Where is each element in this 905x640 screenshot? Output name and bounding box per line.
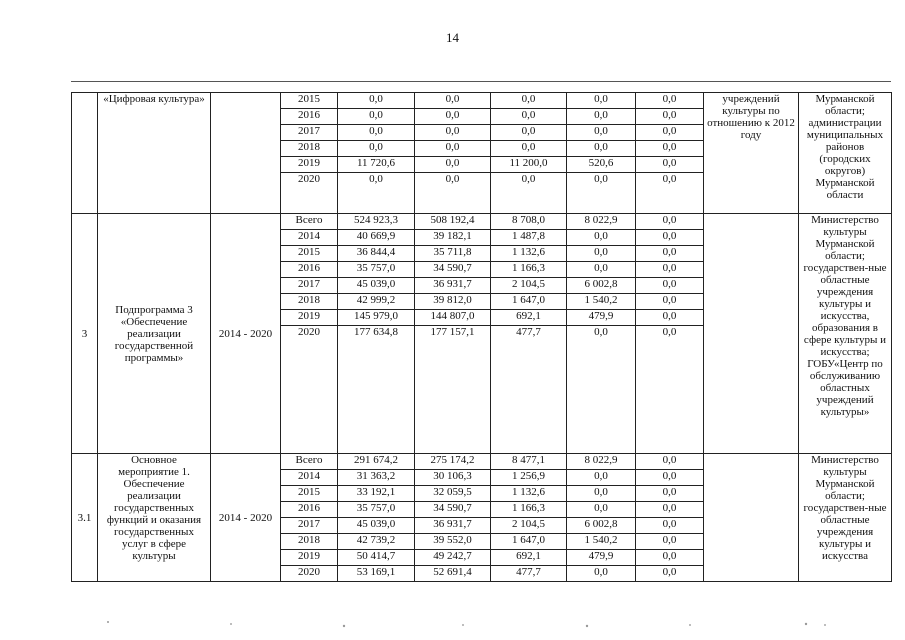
federal-cell: 8 477,1 <box>491 454 567 470</box>
regional-cell: 39 552,0 <box>415 534 491 550</box>
local-cell: 0,0 <box>567 246 636 262</box>
regional-cell: 35 711,8 <box>415 246 491 262</box>
executors-cell: Министерство культуры Мурманской области; государствен-ные областные учреждения культуры и искусства <box>799 454 892 582</box>
other-cell: 0,0 <box>636 278 704 294</box>
other-cell: 0,0 <box>636 326 704 454</box>
regional-cell: 0,0 <box>415 93 491 109</box>
total-cell: 35 757,0 <box>338 262 415 278</box>
table-row <box>72 214 892 230</box>
regional-cell: 30 106,3 <box>415 470 491 486</box>
other-cell: 0,0 <box>636 454 704 470</box>
year-cell: 2017 <box>281 518 338 534</box>
federal-cell: 0,0 <box>491 125 567 141</box>
regional-cell: 34 590,7 <box>415 502 491 518</box>
federal-cell: 2 104,5 <box>491 278 567 294</box>
total-cell: 45 039,0 <box>338 518 415 534</box>
regional-cell: 0,0 <box>415 157 491 173</box>
federal-cell: 1 132,6 <box>491 486 567 502</box>
other-cell: 0,0 <box>636 534 704 550</box>
local-cell: 0,0 <box>567 109 636 125</box>
page-number: 14 <box>446 30 459 45</box>
federal-cell: 1 487,8 <box>491 230 567 246</box>
regional-cell: 39 812,0 <box>415 294 491 310</box>
year-cell: 2016 <box>281 262 338 278</box>
regional-cell: 34 590,7 <box>415 262 491 278</box>
regional-cell: 0,0 <box>415 109 491 125</box>
total-cell: 31 363,2 <box>338 470 415 486</box>
table-top-rule <box>71 81 891 82</box>
local-cell: 6 002,8 <box>567 518 636 534</box>
federal-cell: 1 647,0 <box>491 294 567 310</box>
local-cell: 0,0 <box>567 125 636 141</box>
federal-cell: 1 132,6 <box>491 246 567 262</box>
total-cell: 0,0 <box>338 141 415 157</box>
year-cell: 2016 <box>281 502 338 518</box>
item-name-cell: Подпрограмма 3 «Обеспечение реализации государственной программы» <box>98 214 211 454</box>
item-number-cell: 3.1 <box>72 454 98 582</box>
other-cell: 0,0 <box>636 125 704 141</box>
other-cell: 0,0 <box>636 486 704 502</box>
regional-cell: 0,0 <box>415 125 491 141</box>
regional-cell: 0,0 <box>415 173 491 214</box>
year-cell: 2019 <box>281 157 338 173</box>
other-cell: 0,0 <box>636 566 704 582</box>
local-cell: 8 022,9 <box>567 214 636 230</box>
local-cell: 0,0 <box>567 502 636 518</box>
year-cell: 2018 <box>281 141 338 157</box>
regional-cell: 36 931,7 <box>415 278 491 294</box>
federal-cell: 1 166,3 <box>491 502 567 518</box>
regional-cell: 32 059,5 <box>415 486 491 502</box>
regional-cell: 144 807,0 <box>415 310 491 326</box>
table-row <box>72 454 892 470</box>
federal-cell: 11 200,0 <box>491 157 567 173</box>
other-cell: 0,0 <box>636 109 704 125</box>
scan-specks <box>0 610 905 640</box>
federal-cell: 692,1 <box>491 550 567 566</box>
local-cell: 0,0 <box>567 141 636 157</box>
year-cell: 2019 <box>281 310 338 326</box>
year-cell: 2020 <box>281 173 338 214</box>
year-cell: 2017 <box>281 125 338 141</box>
total-cell: 45 039,0 <box>338 278 415 294</box>
other-cell: 0,0 <box>636 93 704 109</box>
item-number-cell <box>72 93 98 214</box>
federal-cell: 477,7 <box>491 566 567 582</box>
total-cell: 11 720,6 <box>338 157 415 173</box>
total-cell: 291 674,2 <box>338 454 415 470</box>
year-cell: Всего <box>281 214 338 230</box>
federal-cell: 0,0 <box>491 141 567 157</box>
federal-cell: 1 256,9 <box>491 470 567 486</box>
total-cell: 0,0 <box>338 173 415 214</box>
indicator-cell <box>704 214 799 454</box>
total-cell: 33 192,1 <box>338 486 415 502</box>
other-cell: 0,0 <box>636 141 704 157</box>
local-cell: 479,9 <box>567 550 636 566</box>
other-cell: 0,0 <box>636 230 704 246</box>
total-cell: 50 414,7 <box>338 550 415 566</box>
other-cell: 0,0 <box>636 262 704 278</box>
program-funding-table <box>71 92 892 582</box>
other-cell: 0,0 <box>636 214 704 230</box>
regional-cell: 0,0 <box>415 141 491 157</box>
total-cell: 42 739,2 <box>338 534 415 550</box>
local-cell: 0,0 <box>567 566 636 582</box>
local-cell: 1 540,2 <box>567 534 636 550</box>
total-cell: 53 169,1 <box>338 566 415 582</box>
executors-cell: Министерство культуры Мурманской области; государствен-ные областные учреждения культуры и искусства, образования в сфере культуры и искусства; ГОБУ«Центр по обслуживанию областных учреждений культуры» <box>799 214 892 454</box>
local-cell: 0,0 <box>567 230 636 246</box>
year-cell: 2014 <box>281 230 338 246</box>
local-cell: 0,0 <box>567 470 636 486</box>
regional-cell: 275 174,2 <box>415 454 491 470</box>
other-cell: 0,0 <box>636 502 704 518</box>
other-cell: 0,0 <box>636 518 704 534</box>
total-cell: 40 669,9 <box>338 230 415 246</box>
table-row <box>72 93 892 109</box>
period-cell: 2014 - 2020 <box>211 214 281 454</box>
year-cell: 2018 <box>281 534 338 550</box>
federal-cell: 0,0 <box>491 93 567 109</box>
item-name-cell: «Цифровая культура» <box>98 93 211 214</box>
regional-cell: 49 242,7 <box>415 550 491 566</box>
local-cell: 520,6 <box>567 157 636 173</box>
indicator-cell: учреждений культуры по отношению к 2012 году <box>704 93 799 214</box>
year-cell: 2020 <box>281 326 338 454</box>
total-cell: 524 923,3 <box>338 214 415 230</box>
regional-cell: 508 192,4 <box>415 214 491 230</box>
year-cell: 2015 <box>281 486 338 502</box>
period-cell: 2014 - 2020 <box>211 454 281 582</box>
period-cell <box>211 93 281 214</box>
local-cell: 8 022,9 <box>567 454 636 470</box>
local-cell: 0,0 <box>567 262 636 278</box>
federal-cell: 8 708,0 <box>491 214 567 230</box>
total-cell: 0,0 <box>338 109 415 125</box>
local-cell: 6 002,8 <box>567 278 636 294</box>
total-cell: 177 634,8 <box>338 326 415 454</box>
item-name-cell: Основное мероприятие 1. Обеспечение реализации государственных функций и оказания государственных услуг в сфере культуры <box>98 454 211 582</box>
other-cell: 0,0 <box>636 173 704 214</box>
federal-cell: 0,0 <box>491 173 567 214</box>
local-cell: 1 540,2 <box>567 294 636 310</box>
executors-cell: Мурманской области; администрации муниципальных районов (городских округов) Мурманской области <box>799 93 892 214</box>
year-cell: Всего <box>281 454 338 470</box>
other-cell: 0,0 <box>636 470 704 486</box>
item-number-cell: 3 <box>72 214 98 454</box>
total-cell: 36 844,4 <box>338 246 415 262</box>
local-cell: 0,0 <box>567 173 636 214</box>
year-cell: 2015 <box>281 246 338 262</box>
regional-cell: 177 157,1 <box>415 326 491 454</box>
other-cell: 0,0 <box>636 310 704 326</box>
year-cell: 2019 <box>281 550 338 566</box>
other-cell: 0,0 <box>636 294 704 310</box>
federal-cell: 1 166,3 <box>491 262 567 278</box>
regional-cell: 39 182,1 <box>415 230 491 246</box>
year-cell: 2016 <box>281 109 338 125</box>
regional-cell: 36 931,7 <box>415 518 491 534</box>
year-cell: 2014 <box>281 470 338 486</box>
federal-cell: 692,1 <box>491 310 567 326</box>
other-cell: 0,0 <box>636 246 704 262</box>
federal-cell: 0,0 <box>491 109 567 125</box>
regional-cell: 52 691,4 <box>415 566 491 582</box>
local-cell: 0,0 <box>567 486 636 502</box>
local-cell: 0,0 <box>567 93 636 109</box>
total-cell: 0,0 <box>338 125 415 141</box>
total-cell: 35 757,0 <box>338 502 415 518</box>
federal-cell: 1 647,0 <box>491 534 567 550</box>
total-cell: 145 979,0 <box>338 310 415 326</box>
year-cell: 2018 <box>281 294 338 310</box>
local-cell: 0,0 <box>567 326 636 454</box>
other-cell: 0,0 <box>636 550 704 566</box>
local-cell: 479,9 <box>567 310 636 326</box>
federal-cell: 2 104,5 <box>491 518 567 534</box>
total-cell: 0,0 <box>338 93 415 109</box>
total-cell: 42 999,2 <box>338 294 415 310</box>
year-cell: 2020 <box>281 566 338 582</box>
year-cell: 2015 <box>281 93 338 109</box>
other-cell: 0,0 <box>636 157 704 173</box>
federal-cell: 477,7 <box>491 326 567 454</box>
indicator-cell <box>704 454 799 582</box>
year-cell: 2017 <box>281 278 338 294</box>
